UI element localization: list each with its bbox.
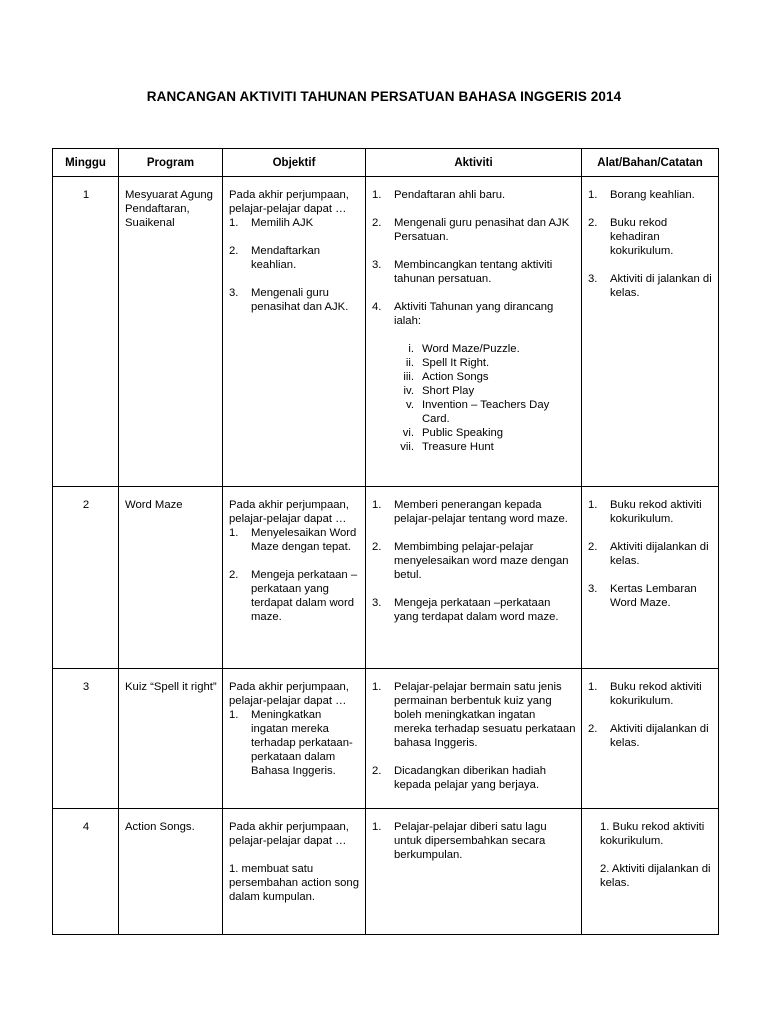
table-row (53, 809, 719, 935)
cell-minggu: 4 (53, 809, 119, 935)
list-item: 3. Aktiviti di jalankan di kelas. (588, 273, 712, 299)
list-item: 1. Buku rekod aktiviti kokurikulum. (588, 499, 702, 525)
list-item: vi. Public Speaking (402, 427, 504, 439)
list-item: 2. Buku rekod kehadiran kokurikulum. (588, 217, 674, 257)
list-item: 1. Meningkatkan ingatan mereka terhadap perkataan-perkataan dalam Bahasa Inggeris. (229, 709, 353, 777)
header-minggu: Minggu (53, 149, 119, 177)
list-item: 4. Aktiviti Tahunan yang dirancang ialah: (372, 301, 554, 327)
cell-program: Mesyuarat Agung Pendaftaran, Suaikenal (119, 177, 223, 487)
list-item: 3. Mengenali guru penasihat dan AJK. (229, 287, 349, 313)
list-item: ii. Spell It Right. (405, 357, 490, 369)
list-item: vii. Treasure Hunt (400, 441, 494, 453)
list-item: 1. Borang keahlian. (588, 189, 695, 201)
list-item: 2. Membimbing pelajar-pelajar menyelesaikan word maze dengan betul. (372, 541, 569, 581)
table-row (53, 177, 719, 487)
list-item: 1. Memberi penerangan kepada pelajar-pelajar tentang word maze. (372, 499, 568, 525)
header-objektif: Objektif (223, 149, 366, 177)
cell-aktiviti (366, 669, 582, 809)
cell-alat (582, 809, 719, 935)
header-aktiviti: Aktiviti (366, 149, 582, 177)
activity-plan-table (52, 148, 719, 935)
cell-minggu: 1 (53, 177, 119, 487)
list-item: i. Word Maze/Puzzle. (408, 343, 520, 355)
cell-aktiviti (366, 177, 582, 487)
list-item: 2. Dicadangkan diberikan hadiah kepada pelajar yang berjaya. (372, 765, 546, 791)
cell-aktiviti (366, 487, 582, 669)
cell-alat (582, 487, 719, 669)
cell-objektif (223, 809, 366, 935)
list-item: 1. Pelajar-pelajar bermain satu jenis permainan berbentuk kuiz yang boleh meningkatkan ingatan mereka terhadap sesuatu perkataan bahasa Inggeris. (372, 681, 576, 749)
cell-program: Kuiz “Spell it right” (119, 669, 223, 809)
cell-alat (582, 669, 719, 809)
list-item: 3. Mengeja perkataan –perkataan yang terdapat dalam word maze. (372, 597, 559, 623)
list-item: iii. Action Songs (403, 371, 489, 383)
cell-minggu: 3 (53, 669, 119, 809)
list-item: 2. Aktiviti dijalankan di kelas. (588, 541, 709, 567)
header-program: Program (119, 149, 223, 177)
objektif-intro: Pada akhir perjumpaan, pelajar-pelajar dapat … (229, 681, 349, 707)
objektif-intro: Pada akhir perjumpaan, pelajar-pelajar dapat … (229, 189, 349, 215)
sub-list (372, 342, 576, 454)
alat-item: 2. Aktiviti dijalankan di kelas. (600, 863, 711, 889)
list-item: 2. Mengeja perkataan – perkataan yang terdapat dalam word maze. (229, 569, 358, 623)
cell-aktiviti (366, 809, 582, 935)
list-item: v. Invention – Teachers Day Card. (406, 399, 550, 425)
table-header-row (53, 149, 719, 177)
cell-objektif (223, 487, 366, 669)
list-item: 1. Buku rekod aktiviti kokurikulum. (588, 681, 702, 707)
cell-objektif (223, 177, 366, 487)
cell-program: Word Maze (119, 487, 223, 669)
list-item: 3. Membincangkan tentang aktiviti tahunan persatuan. (372, 259, 553, 285)
cell-program: Action Songs. (119, 809, 223, 935)
list-item: 1. Menyelesaikan Word Maze dengan tepat. (229, 527, 357, 553)
list-item: 1. Pendaftaran ahli baru. (372, 189, 506, 201)
cell-alat (582, 177, 719, 487)
table-row (53, 669, 719, 809)
objektif-intro: Pada akhir perjumpaan, pelajar-pelajar dapat … (229, 821, 349, 847)
list-item: 2. Aktiviti dijalankan di kelas. (588, 723, 709, 749)
list-item: iv. Short Play (403, 385, 475, 397)
list-item: 1. Memilih AJK (229, 217, 314, 229)
header-alat: Alat/Bahan/Catatan (582, 149, 719, 177)
list-item: 3. Kertas Lembaran Word Maze. (588, 583, 697, 609)
cell-minggu: 2 (53, 487, 119, 669)
list-item: 2. Mendaftarkan keahlian. (229, 245, 321, 271)
table-row (53, 487, 719, 669)
alat-item: 1. Buku rekod aktiviti kokurikulum. (600, 821, 705, 847)
list-item: 1. Pelajar-pelajar diberi satu lagu untuk dipersembahkan secara berkumpulan. (372, 821, 547, 861)
document-title: RANCANGAN AKTIVITI TAHUNAN PERSATUAN BAHASA INGGERIS 2014 (146, 89, 622, 104)
objektif-item: 1. membuat satu persembahan action song dalam kumpulan. (229, 863, 360, 903)
cell-objektif (223, 669, 366, 809)
list-item: 2. Mengenali guru penasihat dan AJK Persatuan. (372, 217, 570, 243)
objektif-intro: Pada akhir perjumpaan, pelajar-pelajar dapat … (229, 499, 349, 525)
